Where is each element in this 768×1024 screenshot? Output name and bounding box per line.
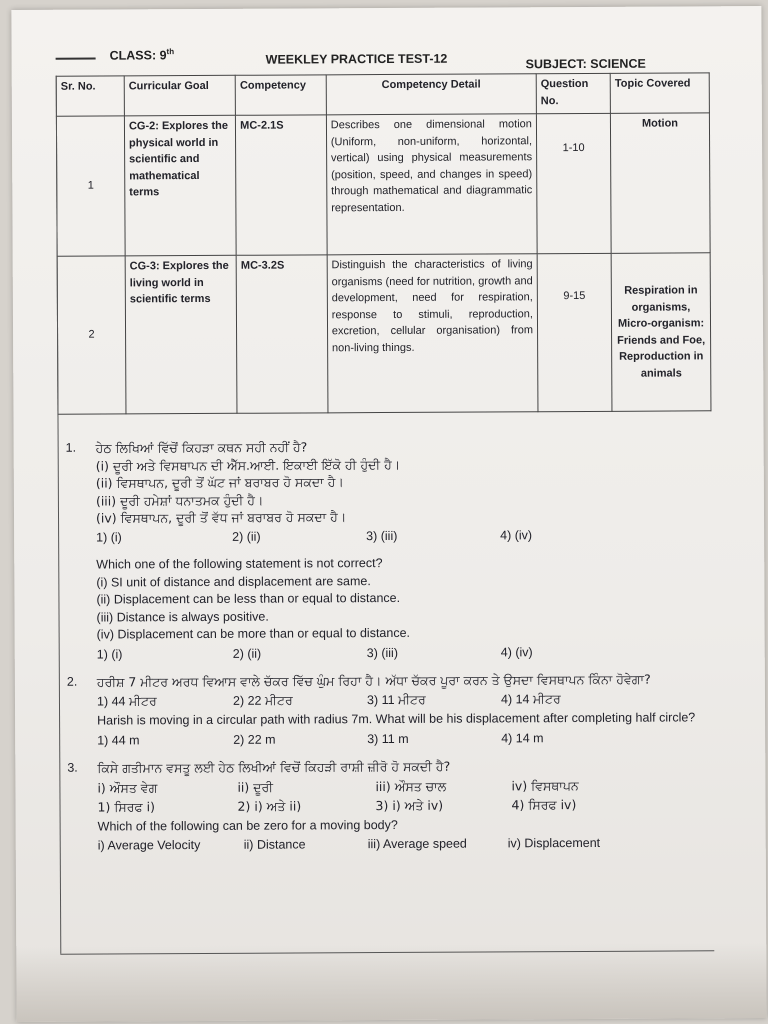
option: 4) (iv) xyxy=(500,644,533,659)
item: iii) Average speed xyxy=(367,836,467,852)
option: 2) (ii) xyxy=(232,646,262,661)
item: iv) ਵਿਸਥਾਪਨ xyxy=(511,777,579,793)
item: i) ਔਸਤ ਵੇਗ xyxy=(97,779,158,796)
punjabi-options xyxy=(96,526,712,547)
cell-topic: Motion xyxy=(610,113,710,254)
cell-goal: CG-2: Explores the physical world in scientific and mathematical terms xyxy=(124,115,236,256)
punjabi-options xyxy=(97,690,713,711)
option: 4) ਸਿਰਫ iv) xyxy=(511,797,577,813)
option: 3) (iii) xyxy=(366,645,399,660)
option: 2) 22 ਮੀਟਰ xyxy=(232,693,293,708)
punjabi-stem: ਕਿਸੇ ਗਤੀਮਾਨ ਵਸਤੂ ਲਈ ਹੇਠ ਲਿਖੀਆਂ ਵਿਚੋਂ ਕਿਹੜੀ ਰਾਸ਼ੀ ਜ਼ੀਰੋ ਹੋ ਸਕਦੀ ਹੈ? xyxy=(97,758,451,776)
item: ii) Distance xyxy=(243,837,306,852)
english-options xyxy=(97,729,713,750)
question-number: 2. xyxy=(66,674,78,689)
punjabi-stem: ਹਰੀਸ਼ 7 ਮੀਟਰ ਅਰਧ ਵਿਆਸ ਵਾਲੇ ਚੱਕਰ ਵਿੱਚ ਘੁੰਮ ਰਿਹਾ ਹੈ। ਅੱਧਾ ਚੱਕਰ ਪੂਰਾ ਕਰਨ ਤੇ ਉਸਦਾ ਵਿਸਥਾਪਨ ਕਿੰਨਾ ਹੋਵੇਗਾ? xyxy=(96,671,651,690)
option: 2) 22 m xyxy=(233,732,276,747)
english-statement: (ii) Displacement can be less than or equal to distance. xyxy=(96,590,401,607)
cell-detail: Distinguish the characteristics of living organisms (need for nutrition, growth and development, need for respiration, response to stimuli, reproduction, excretion, cellular organisation) from non-living things. xyxy=(327,254,538,413)
cell-sr: 1 xyxy=(56,116,125,256)
punjabi-statement: (iii) ਦੂਰੀ ਹਮੇਸ਼ਾਂ ਧਨਾਤਮਕ ਹੁੰਦੀ ਹੈ। xyxy=(95,492,264,509)
curricular-goals-table xyxy=(56,72,712,414)
english-stem: Harish is moving in a circular path with radius 7m. What will be his displacement after completing half circle? xyxy=(97,710,696,728)
english-stem: Which of the following can be zero for a moving body? xyxy=(97,817,398,834)
paper-shadow xyxy=(16,943,766,1022)
header-goal: Curricular Goal xyxy=(124,75,235,116)
cell-goal: CG-3: Explores the living world in scientific terms xyxy=(125,255,237,414)
cell-question-no: 1-10 xyxy=(536,113,611,253)
option: 1) 44 ਮੀਟਰ xyxy=(96,693,157,709)
table-row xyxy=(57,253,711,414)
question-number: 3. xyxy=(67,760,78,775)
option: 4) 14 ਮੀਟਰ xyxy=(500,691,561,706)
english-statement: (i) SI unit of distance and displacement are same. xyxy=(96,573,371,590)
option: 4) 14 m xyxy=(501,730,544,745)
option: 3) 11 m xyxy=(367,731,409,746)
class-label xyxy=(110,47,175,62)
cell-sr: 2 xyxy=(57,256,126,414)
option: 1) 44 m xyxy=(97,732,140,748)
header-dash xyxy=(56,58,96,60)
item: ii) ਦੂਰੀ xyxy=(237,779,274,795)
option: 1) (i) xyxy=(96,529,122,545)
punjabi-options xyxy=(97,795,713,816)
class-text: CLASS: 9 xyxy=(109,48,167,63)
header-sr: Sr. No. xyxy=(56,76,124,116)
paper-sheet xyxy=(11,6,766,1022)
cell-competency: MC-3.2S xyxy=(236,255,327,413)
english-statement: (iv) Displacement can be more than or equal to distance. xyxy=(96,625,411,642)
question-1 xyxy=(58,436,713,663)
questions-section xyxy=(58,436,714,865)
english-items xyxy=(98,834,714,855)
punjabi-items xyxy=(97,776,713,797)
cell-detail: Describes one dimensional motion (Uniform, non-uniform, horizontal, vertical) using physical measurements (position, speed, and changes in speed) through mathematical and diagrammatic representation. xyxy=(326,114,537,255)
english-statement: (iii) Distance is always positive. xyxy=(96,609,269,625)
table-row xyxy=(56,113,710,256)
table-header-row xyxy=(56,73,709,116)
question-3 xyxy=(59,756,713,855)
header-detail: Competency Detail xyxy=(326,74,536,115)
option: 2) i) ਅਤੇ ii) xyxy=(237,798,302,814)
question-number: 1. xyxy=(65,440,77,455)
cell-topic: Respiration in organisms, Micro-organism: Friends and Foe, Reproduction in animals xyxy=(611,253,711,412)
cell-competency: MC-2.1S xyxy=(236,115,327,255)
punjabi-statement: (i) ਦੂਰੀ ਅਤੇ ਵਿਸਥਾਪਨ ਦੀ ਐੱਸ.ਆਈ. ਇਕਾਈ ਇੱਕੋ ਹੀ ਹੁੰਦੀ ਹੈ। xyxy=(95,456,401,474)
cell-question-no: 9-15 xyxy=(537,253,612,411)
english-stem: Which one of the following statement is not correct? xyxy=(96,556,383,572)
option: 1) (i) xyxy=(96,646,123,662)
punjabi-stem: ਹੇਠ ਲਿਖਿਆਂ ਵਿੱਚੋਂ ਕਿਹੜਾ ਕਥਨ ਸਹੀ ਨਹੀਂ ਹੈ? xyxy=(95,439,308,456)
option: 3) (iii) xyxy=(366,528,398,543)
option: 3) 11 ਮੀਟਰ xyxy=(366,692,426,707)
item: iv) Displacement xyxy=(507,835,601,851)
punjabi-statement: (ii) ਵਿਸਥਾਪਨ, ਦੂਰੀ ਤੋਂ ਘੱਟ ਜਾਂ ਬਰਾਬਰ ਹੋ ਸਕਦਾ ਹੈ। xyxy=(95,474,344,491)
test-title: WEEKLEY PRACTICE TEST-12 xyxy=(265,51,448,67)
question-2 xyxy=(59,670,713,749)
header-competency: Competency xyxy=(235,75,326,115)
header-topic: Topic Covered xyxy=(610,73,709,114)
item: i) Average Velocity xyxy=(97,837,201,853)
option: 4) (iv) xyxy=(500,527,533,542)
header-question-no: Question No. xyxy=(536,73,610,113)
punjabi-statement: (iv) ਵਿਸਥਾਪਨ, ਦੂਰੀ ਤੋਂ ਵੱਧ ਜਾਂ ਬਰਾਬਰ ਹੋ ਸਕਦਾ ਹੈ। xyxy=(95,509,347,526)
option: 3) i) ਅਤੇ iv) xyxy=(375,797,444,814)
english-options xyxy=(97,643,713,664)
option: 2) (ii) xyxy=(232,529,261,544)
item: iii) ਔਸਤ ਚਾਲ xyxy=(375,778,447,794)
class-superscript: th xyxy=(166,47,175,57)
subject-label: SUBJECT: SCIENCE xyxy=(525,56,646,72)
option: 1) ਸਿਰਫ i) xyxy=(97,799,155,815)
